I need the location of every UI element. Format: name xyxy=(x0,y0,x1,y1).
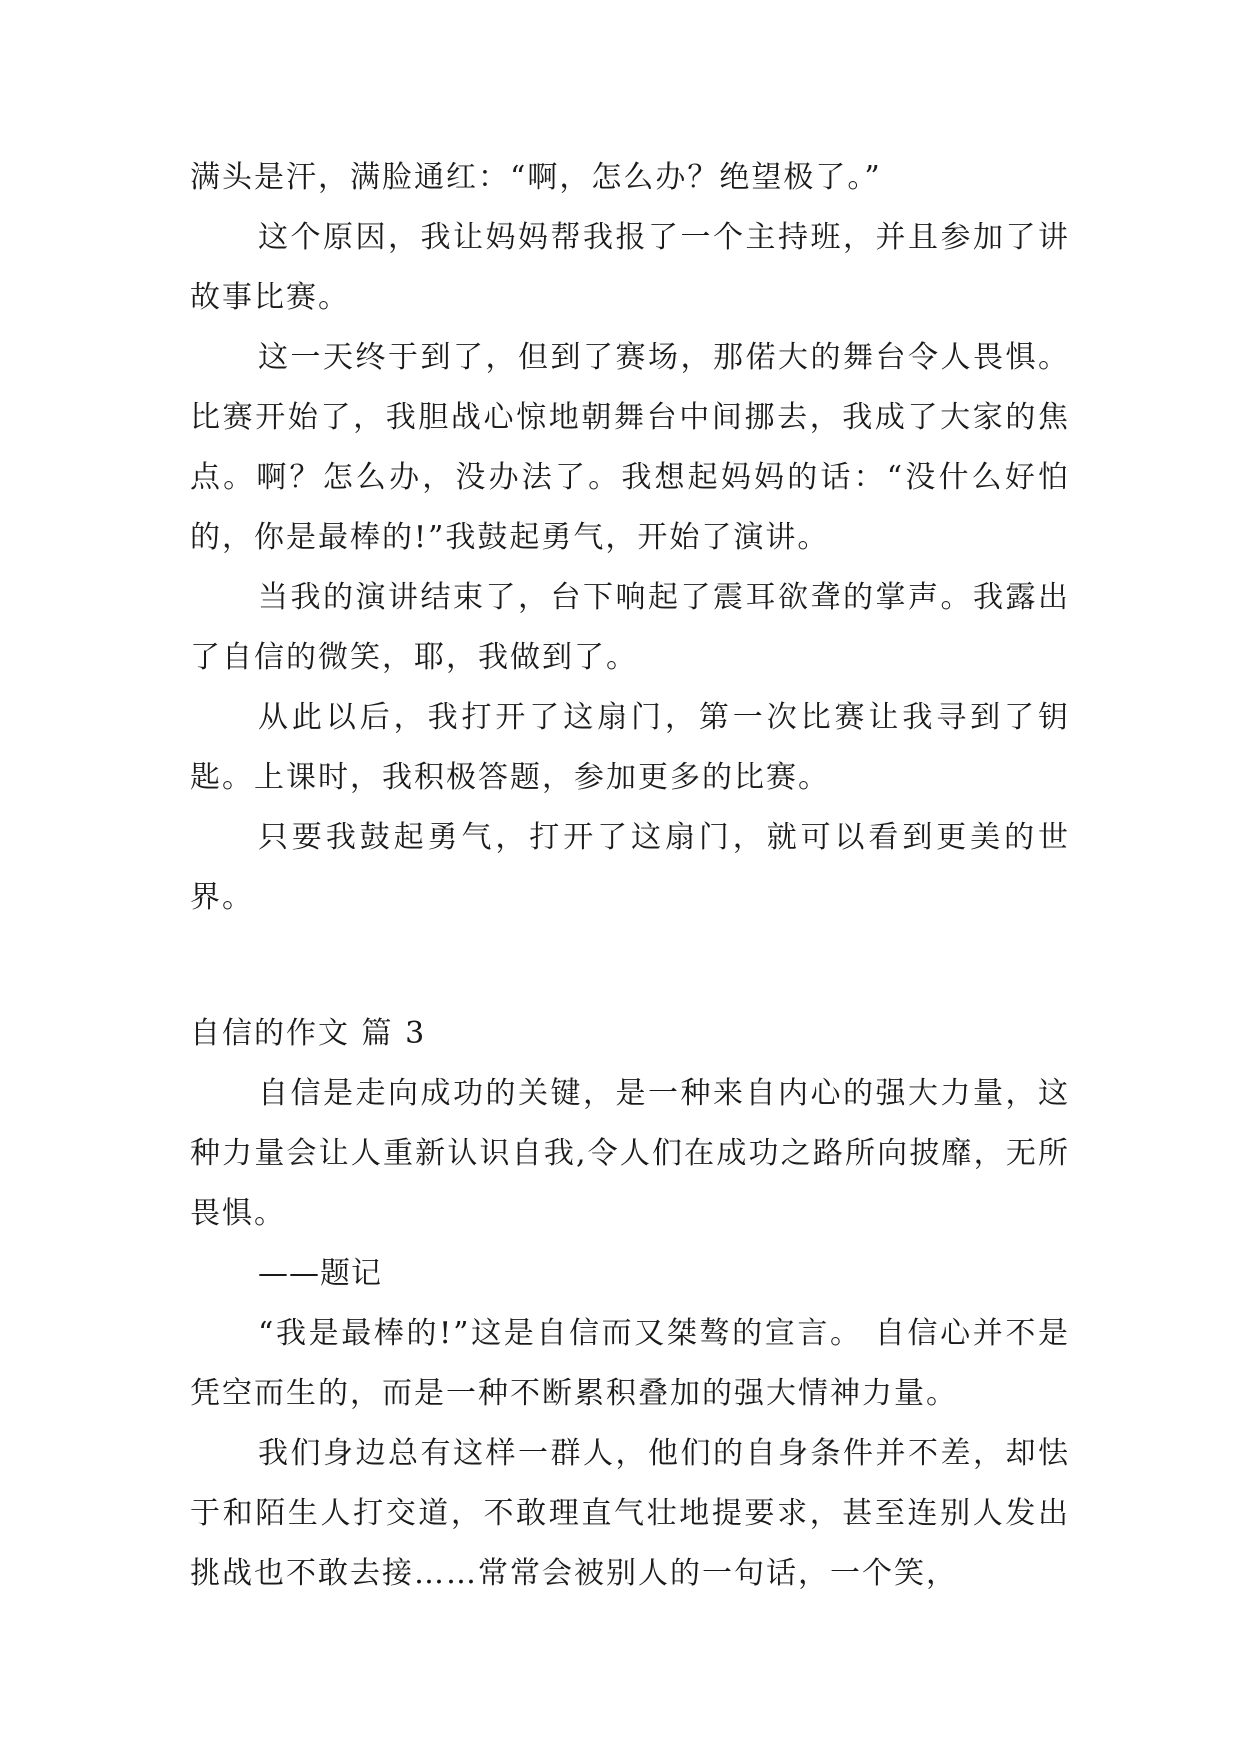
paragraph: 只要我鼓起勇气，打开了这扇门，就可以看到更美的世界。 xyxy=(190,820,1070,915)
paragraph: 这个原因，我让妈妈帮我报了一个主持班，并且参加了讲故事比赛。 xyxy=(190,220,1070,315)
paragraph: 自信是走向成功的关键，是一种来自内心的强大力量，这种力量会让人重新认识自我,令人们在成功之路所向披靡，无所畏惧。 xyxy=(190,1076,1070,1231)
paragraph: 满头是汗，满脸通红：“啊，怎么办？绝望极了。” xyxy=(190,160,882,195)
paragraph: 这一天终于到了，但到了赛场，那偌大的舞台令人畏惧。比赛开始了，我胆战心惊地朝舞台中间挪去，我成了大家的焦点。啊？怎么办，没办法了。我想起妈妈的话：“没什么好怕的，你是最棒的!”我鼓起勇气，开始了演讲。 xyxy=(190,340,1070,555)
section-heading: 自信的作文 篇 3 xyxy=(190,1016,427,1051)
document-body xyxy=(190,148,1070,1604)
inscription-line: ——题记 xyxy=(258,1256,382,1291)
paragraph: 从此以后，我打开了这扇门，第一次比赛让我寻到了钥匙。上课时，我积极答题，参加更多的比赛。 xyxy=(190,700,1070,795)
paragraph: 当我的演讲结束了，台下响起了震耳欲聋的掌声。我露出了自信的微笑，耶，我做到了。 xyxy=(190,580,1070,675)
paragraph: “我是最棒的!”这是自信而又桀骜的宣言。 自信心并不是凭空而生的，而是一种不断累积叠加的强大情神力量。 xyxy=(190,1316,1070,1411)
paragraph: 我们身边总有这样一群人，他们的自身条件并不差，却怯于和陌生人打交道，不敢理直气壮地提要求，甚至连别人发出挑战也不敢去接……常常会被别人的一句话，一个笑， xyxy=(190,1436,1070,1591)
